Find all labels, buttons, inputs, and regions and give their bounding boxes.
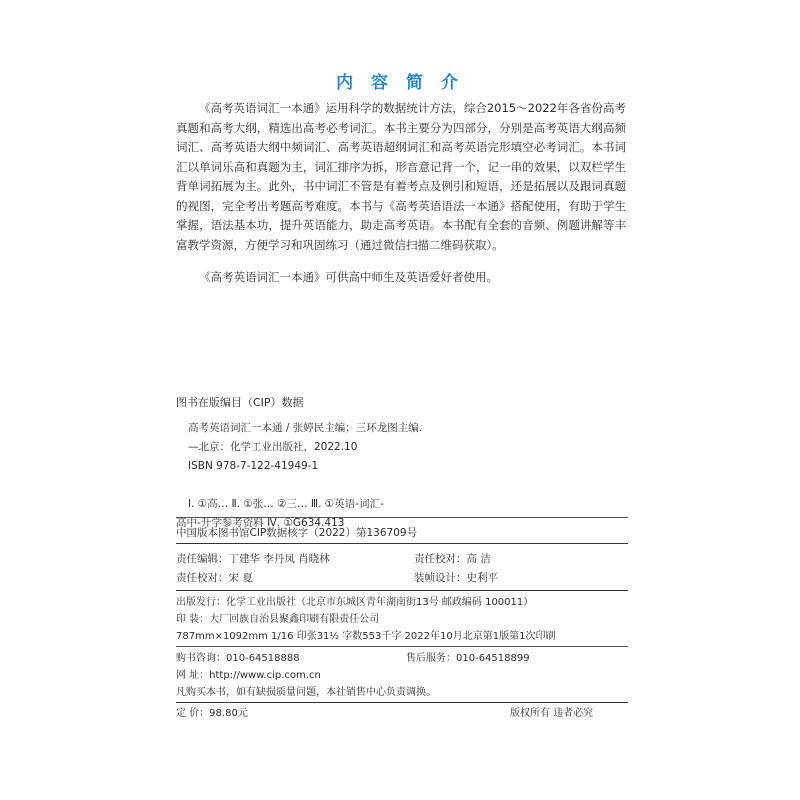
divider xyxy=(176,543,628,544)
cover-designer: 装帧设计：史利平 xyxy=(414,572,498,584)
cip-publisher-line: —北京：化学工业出版社，2022.10 xyxy=(188,441,358,453)
notice-line: 凡购买本书，如有缺损质量问题，本社销售中心负责调换。 xyxy=(176,687,436,698)
publication-info xyxy=(176,594,628,645)
rights-notice: 版权所有 违者必究 xyxy=(510,708,594,719)
printer-line: 印 装：大厂回族自治县聚鑫印刷有限责任公司 xyxy=(176,614,380,625)
contact-info xyxy=(176,650,628,701)
proofreader-2: 责任校对：宋 夏 xyxy=(176,572,253,584)
intro-paragraph-1: 《高考英语词汇一本通》运用科学的数据统计方法，综合2015～2022年各省份高考真题和高考大纲，精选出高考必考词汇。本书主要分为四部分，分别是高考英语大纲高频词汇、高考英语大纲中频词汇、高考英语超纲词汇和高考英语完形填空必考词汇。本书词汇以单词乐高和真题为主，词汇排序为拆，形音意记背一个，记一串的效果，以双栏学生背单词拓展为主。此外，书中词汇不管是有着考点及例引和短语，还是拓展以及跟词真题的视图，完全考出考题高考难度。本书与《高考英语语法一本通》搭配使用，有助于学生掌握，语法基本功，提升英语能力，助走高考英语。本书配有全套的音频、例题讲解等丰富教学资源，方便学习和巩固练习（通过微信扫描二维码获取）。 xyxy=(176,101,626,252)
intro-paragraph-2: 《高考英语词汇一本通》可供高中师生及英语爱好者使用。 xyxy=(199,270,498,284)
price: 定 价：98.80元 xyxy=(176,708,248,719)
format-line: 787mm×1092mm 1/16 印张31½ 字数553千字 2022年10月北京第1版第1次印刷 xyxy=(176,631,556,642)
proofreader: 责任校对：高 洁 xyxy=(414,553,491,565)
service-phone: 售后服务：010-64518899 xyxy=(406,653,530,664)
cip-book-line: 高考英语词汇一本通 / 张婷民主编；三环龙图主编. xyxy=(188,422,423,434)
cip-heading: 图书在版编目（CIP）数据 xyxy=(176,396,304,409)
divider xyxy=(176,702,628,703)
editors: 责任编辑：丁建华 李丹凤 肖晓林 xyxy=(176,553,330,565)
cip-record-row xyxy=(176,525,628,540)
cip-record: 中国版本图书馆CIP数据核字（2022）第136709号 xyxy=(176,527,418,539)
cip-isbn: ISBN 978-7-122-41949-1 xyxy=(188,460,319,472)
cip-block xyxy=(176,394,626,533)
cip-class-line-1: Ⅰ. ①高… Ⅱ. ①张… ②三… Ⅲ. ①英语-词汇- xyxy=(188,498,384,510)
staff-row-2 xyxy=(176,570,628,585)
divider xyxy=(176,517,628,518)
divider xyxy=(176,646,628,647)
price-row xyxy=(176,705,628,722)
page-title: 内 容 简 介 xyxy=(336,73,464,93)
publisher-line: 出版发行：化学工业出版社（北京市东城区青年湖南街13号 邮政编码 100011） xyxy=(176,597,534,608)
website-line: 网 址：http://www.cip.com.cn xyxy=(176,670,321,681)
purchase-phone: 购书咨询：010-64518888 xyxy=(176,653,300,664)
cip-class-line-2: 高中-升学参考资料 Ⅳ. ①G634.413 xyxy=(176,517,345,529)
staff-row-1 xyxy=(176,551,628,566)
divider xyxy=(176,590,628,591)
